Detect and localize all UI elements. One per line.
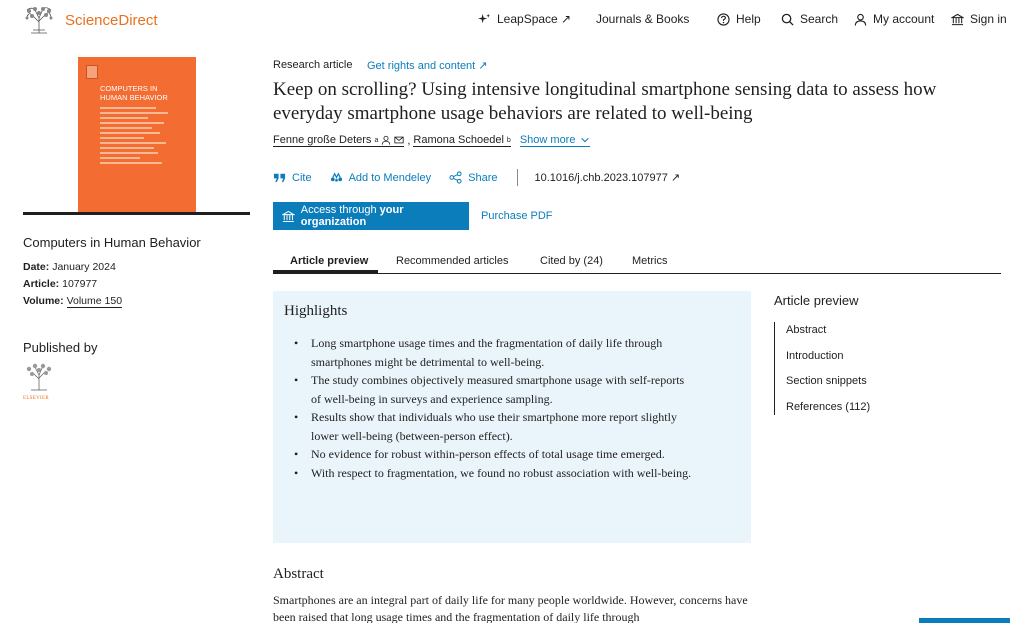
feedback-button[interactable] bbox=[919, 618, 1010, 623]
access-label bbox=[301, 204, 469, 228]
highlight-item: • Results show that individuals who use their smartphone more report slightly lower well-being (between-person effect). bbox=[294, 408, 694, 445]
abstract-heading: Abstract bbox=[273, 566, 324, 582]
nav-sign-in-label: Sign in bbox=[970, 12, 1007, 26]
elsevier-publisher-logo[interactable] bbox=[23, 363, 55, 399]
show-more-label: Show more bbox=[519, 134, 576, 146]
toc-item-section-snippets[interactable]: Section snippets bbox=[786, 375, 867, 387]
share-icon bbox=[449, 171, 462, 184]
article-actions bbox=[273, 169, 680, 186]
cover-divider bbox=[23, 212, 250, 215]
highlight-item: • With respect to fragmentation, we found no robust association with well-being. bbox=[294, 464, 694, 483]
sparkle-icon bbox=[478, 13, 491, 26]
tab-article-preview[interactable]: Article preview bbox=[290, 255, 369, 267]
author-name: Ramona Schoedel bbox=[413, 134, 504, 146]
tab-metrics[interactable]: Metrics bbox=[632, 255, 668, 267]
highlights-heading: Highlights bbox=[284, 303, 348, 319]
show-more-button[interactable] bbox=[520, 134, 591, 147]
date-label: Date: bbox=[23, 261, 50, 273]
author-list bbox=[273, 134, 590, 147]
nav-leapspace-label: LeapSpace ↗ bbox=[497, 12, 572, 26]
toc-item-abstract[interactable]: Abstract bbox=[786, 324, 827, 336]
cover-editor-lines bbox=[100, 107, 180, 167]
volume-link[interactable]: Volume 150 bbox=[66, 295, 123, 307]
sciencedirect-logo[interactable] bbox=[23, 6, 158, 34]
volume-label: Volume: bbox=[23, 295, 64, 307]
highlights-box bbox=[273, 291, 751, 543]
nav-help[interactable] bbox=[717, 12, 761, 26]
brand-name: ScienceDirect bbox=[65, 11, 158, 29]
mendeley-label: Add to Mendeley bbox=[348, 171, 432, 184]
article-type: Research article bbox=[273, 59, 353, 71]
toc-list bbox=[774, 322, 871, 415]
article-value: 107977 bbox=[62, 278, 98, 290]
author-separator: , bbox=[407, 134, 411, 147]
elsevier-wordmark: ELSEVIER bbox=[23, 396, 50, 401]
mendeley-icon bbox=[330, 171, 343, 184]
abstract-text: Smartphones are an integral part of daily life for many people worldwide. However, concerns have been raised that long usage times and the fragmentation of daily life through bbox=[273, 593, 748, 623]
nav-search-label: Search bbox=[800, 12, 839, 26]
cite-label: Cite bbox=[292, 171, 312, 184]
author-name: Fenne große Deters bbox=[273, 134, 372, 146]
person-icon bbox=[854, 13, 867, 26]
quote-icon bbox=[273, 171, 286, 184]
active-tab-indicator bbox=[273, 270, 378, 273]
doi-link[interactable]: 10.1016/j.chb.2023.107977 ↗ bbox=[534, 172, 681, 184]
tab-cited-by[interactable]: Cited by (24) bbox=[540, 255, 603, 267]
actions-divider bbox=[517, 169, 518, 186]
nav-leapspace[interactable] bbox=[478, 12, 571, 26]
highlight-item: • The study combines objectively measured smartphone usage with self-reports of well-being in surveys and experience sampling. bbox=[294, 371, 694, 408]
author-affiliation: b bbox=[506, 136, 511, 144]
article-label: Article: bbox=[23, 278, 60, 290]
access-label-prefix: Access through bbox=[300, 204, 380, 216]
toc-item-introduction[interactable]: Introduction bbox=[786, 350, 844, 362]
toc-title: Article preview bbox=[774, 293, 859, 308]
author-fenne-grosse-deters[interactable] bbox=[273, 134, 404, 147]
journal-cover[interactable] bbox=[78, 57, 196, 212]
nav-my-account[interactable] bbox=[854, 12, 934, 26]
article-tabs bbox=[273, 250, 1001, 274]
nav-journals-label: Journals & Books bbox=[596, 12, 690, 26]
date-value: January 2024 bbox=[52, 261, 116, 273]
institution-icon bbox=[951, 13, 964, 26]
share-label: Share bbox=[468, 171, 498, 184]
author-ramona-schoedel[interactable] bbox=[413, 134, 510, 147]
journal-name[interactable]: Computers in Human Behavior bbox=[23, 235, 201, 250]
access-through-organization-button[interactable] bbox=[273, 202, 469, 230]
cite-button[interactable] bbox=[273, 171, 312, 184]
nav-sign-in[interactable] bbox=[951, 12, 1007, 26]
author-affiliation: a bbox=[374, 136, 379, 144]
add-to-mendeley-button[interactable] bbox=[330, 171, 432, 184]
highlights-list bbox=[284, 334, 740, 482]
published-by-label: Published by bbox=[23, 340, 98, 355]
highlight-item: • Long smartphone usage times and the fragmentation of daily life through smartphones might be detrimental to well-being. bbox=[294, 334, 694, 371]
search-icon bbox=[781, 13, 794, 26]
cover-title: COMPUTERS IN HUMAN BEHAVIOR bbox=[100, 84, 168, 102]
top-bar bbox=[0, 0, 1024, 42]
nav-journals-books[interactable] bbox=[596, 12, 689, 26]
purchase-pdf-link[interactable]: Purchase PDF bbox=[481, 210, 553, 222]
highlight-item: • No evidence for robust within-person effects of total usage time emerged. bbox=[294, 445, 694, 464]
journal-volume bbox=[23, 295, 122, 307]
toc-item-references[interactable]: References (112) bbox=[786, 401, 871, 413]
get-rights-link[interactable]: Get rights and content ↗ bbox=[367, 60, 488, 72]
journal-date bbox=[23, 261, 116, 273]
nav-search[interactable] bbox=[781, 12, 838, 26]
person-icon bbox=[381, 135, 391, 145]
access-label-bold: your organization bbox=[300, 204, 404, 228]
tab-recommended-articles[interactable]: Recommended articles bbox=[396, 255, 509, 267]
chevron-down-icon bbox=[580, 135, 590, 145]
elsevier-tree-icon bbox=[23, 6, 55, 34]
elsevier-tree-icon bbox=[23, 363, 55, 391]
help-circle-icon bbox=[717, 13, 730, 26]
cover-emblem bbox=[86, 65, 98, 79]
nav-my-account-label: My account bbox=[873, 12, 935, 26]
article-title: Keep on scrolling? Using intensive longitudinal smartphone sensing data to assess how everyday smartphone usage behaviors are related to well-being bbox=[273, 79, 937, 124]
nav-help-label: Help bbox=[736, 12, 761, 26]
envelope-icon bbox=[394, 135, 404, 145]
share-button[interactable] bbox=[449, 171, 497, 184]
journal-article bbox=[23, 278, 97, 290]
institution-icon bbox=[282, 210, 295, 223]
